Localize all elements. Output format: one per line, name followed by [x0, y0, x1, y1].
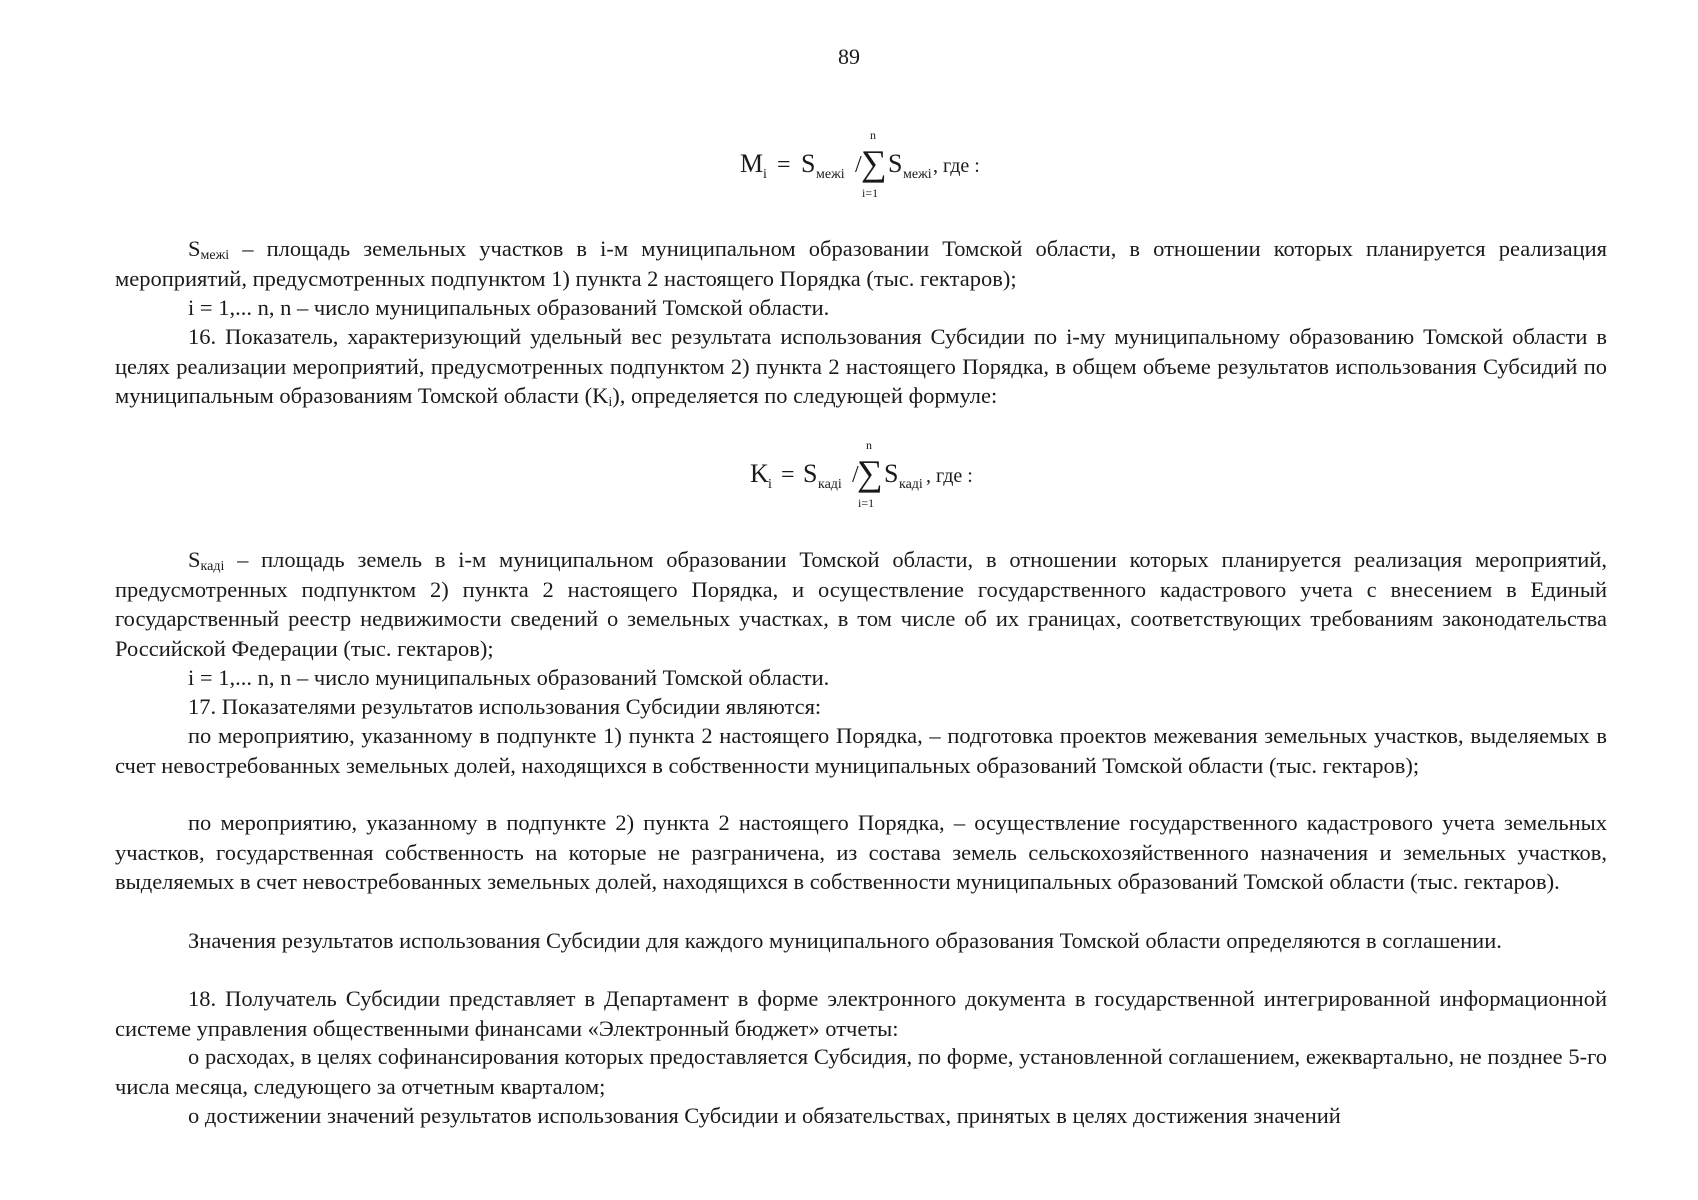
- formula-k-tail: , где :: [926, 465, 973, 487]
- formula-m-sum-upper: n: [870, 128, 876, 142]
- paragraph-i-range-2: i = 1,... n, n – число муниципальных образований Томской области.: [188, 665, 830, 690]
- formula-k-lhs: K: [750, 459, 769, 488]
- formula-k-s1: S: [803, 459, 818, 488]
- s-mezh-sub: межі: [200, 248, 230, 263]
- formula-m-svg: [115, 130, 1607, 210]
- formula-m: [115, 130, 1607, 210]
- formula-k-sum-symbol: ∑: [857, 453, 883, 493]
- formula-k-svg: [115, 440, 1607, 520]
- paragraph-s-mezh: $S_{межі}$ – площадь земельных участков в i-м муниципальном образовании Томской области, в отношении которых планируется реализация мероприятий, предусмотренных подпунктом 1) пункта 2 настоящего Порядка (тыс. гектаров);: [115, 236, 1607, 291]
- formula-m-s2-sub: межі: [903, 167, 932, 182]
- formula-k-slash: /: [852, 462, 859, 488]
- paragraph-17-values: Значения результатов использования Субсидии для каждого муниципального образования Томской области определяются в соглашении.: [188, 928, 1502, 953]
- paragraph-17: 17. Показателями результатов использования Субсидии являются:: [188, 694, 822, 719]
- formula-k-sum-lower: i=1: [858, 496, 875, 510]
- paragraph-i-range-1: i = 1,... n, n – число муниципальных образований Томской области.: [188, 295, 830, 320]
- s-mezh-text: – площадь земельных участков в i-м муниципальном образовании Томской области, в отношении которых планируется реализация мероприятий, предусмотренных подпунктом 1) пункта 2 настоящего Порядка (тыс. гектаров);: [115, 236, 1607, 291]
- paragraph-18-item-2: о достижении значений результатов использования Субсидии и обязательствах, принятых в целях достижения значений: [188, 1103, 1341, 1128]
- formula-m-equals: =: [777, 152, 791, 178]
- formula-m-slash: /: [855, 152, 862, 178]
- formula-m-tail: , где :: [933, 155, 980, 177]
- formula-k-equals: =: [781, 462, 795, 488]
- p16-text-after: ), определяется по следующей формуле:: [612, 383, 998, 408]
- formula-m-s1-sub: межі: [816, 167, 845, 182]
- paragraph-17-item-1: по мероприятию, указанному в подпункте 1) пункта 2 настоящего Порядка, – подготовка проектов межевания земельных участков, выделяемых в счет невостребованных земельных долей, находящихся в собственности муниципальных образований Томской области (тыс. гектаров);: [115, 723, 1607, 778]
- formula-k-s2-sub: каді: [899, 477, 923, 492]
- formula-m-s1: S: [801, 149, 816, 178]
- formula-m-sum-lower: i=1: [862, 186, 879, 200]
- s-kad-text: – площадь земель в i-м муниципальном образовании Томской области, в отношении которых планируется реализация мероприятий, предусмотренных подпунктом 2) пункта 2 настоящего Порядка, и осуществление государственного кадастрового учета с внесением в Единый государственный реестр недвижимости сведений о земельных участках, в том числе об их границах, соответствующих требованиям законодательства Российской Федерации (тыс. гектаров);: [115, 547, 1607, 661]
- formula-k-sum-upper: n: [866, 438, 872, 452]
- formula-m-sum-symbol: ∑: [861, 143, 887, 183]
- page-number: 89: [838, 44, 860, 69]
- paragraph-16: [115, 322, 1607, 411]
- paragraph-18-item-1: о расходах, в целях софинансирования которых предоставляется Субсидия, по форме, установленной соглашением, ежеквартально, не позднее 5-го числа месяца, следующего за отчетным кварталом;: [115, 1044, 1607, 1099]
- formula-k-s2: S: [884, 459, 899, 488]
- formula-m-lhs: M: [740, 149, 764, 178]
- formula-m-lhs-sub: i: [763, 167, 767, 182]
- p16-text-before: 16. Показатель, характеризующий удельный вес результата использования Субсидии по i-му муниципальному образованию Томской области в целях реализации мероприятий, предусмотренных подпунктом 2) пункта 2 настоящего Порядка, в общем объеме результатов использования Субсидий по муниципальным образованиям Томской области (K: [115, 324, 1607, 408]
- paragraph-17-item-2: по мероприятию, указанному в подпункте 2) пункта 2 настоящего Порядка, – осуществление государственного кадастрового учета земельных участков, государственная собственность на которые не разграничена, из состава земель сельскохозяйственного назначения и земельных участков, выделяемых в счет невостребованных земельных долей, находящихся в собственности муниципальных образований Томской области (тыс. гектаров).: [115, 810, 1607, 894]
- formula-m-s2: S: [888, 149, 903, 178]
- s-kad-sub: каді: [200, 559, 225, 574]
- formula-k: [115, 440, 1607, 520]
- p16-sub: i: [608, 395, 613, 410]
- formula-k-lhs-sub: i: [768, 477, 772, 492]
- paragraph-s-kad: $S_{каді}$ – площадь земель в i-м муниципальном образовании Томской области, в отношении которых планируется реализация мероприятий, предусмотренных подпунктом 2) пункта 2 настоящего Порядка, и осуществление государственного кадастрового учета с внесением в Единый государственный реестр недвижимости сведений о земельных участках, в том числе об их границах, соответствующих требованиям законодательства Российской Федерации (тыс. гектаров);: [115, 547, 1607, 661]
- paragraph-18: 18. Получатель Субсидии представляет в Департамент в форме электронного документа в государственной интегрированной информационной системе управления общественными финансами «Электронный бюджет» отчеты:: [115, 986, 1607, 1041]
- formula-k-s1-sub: каді: [818, 477, 842, 492]
